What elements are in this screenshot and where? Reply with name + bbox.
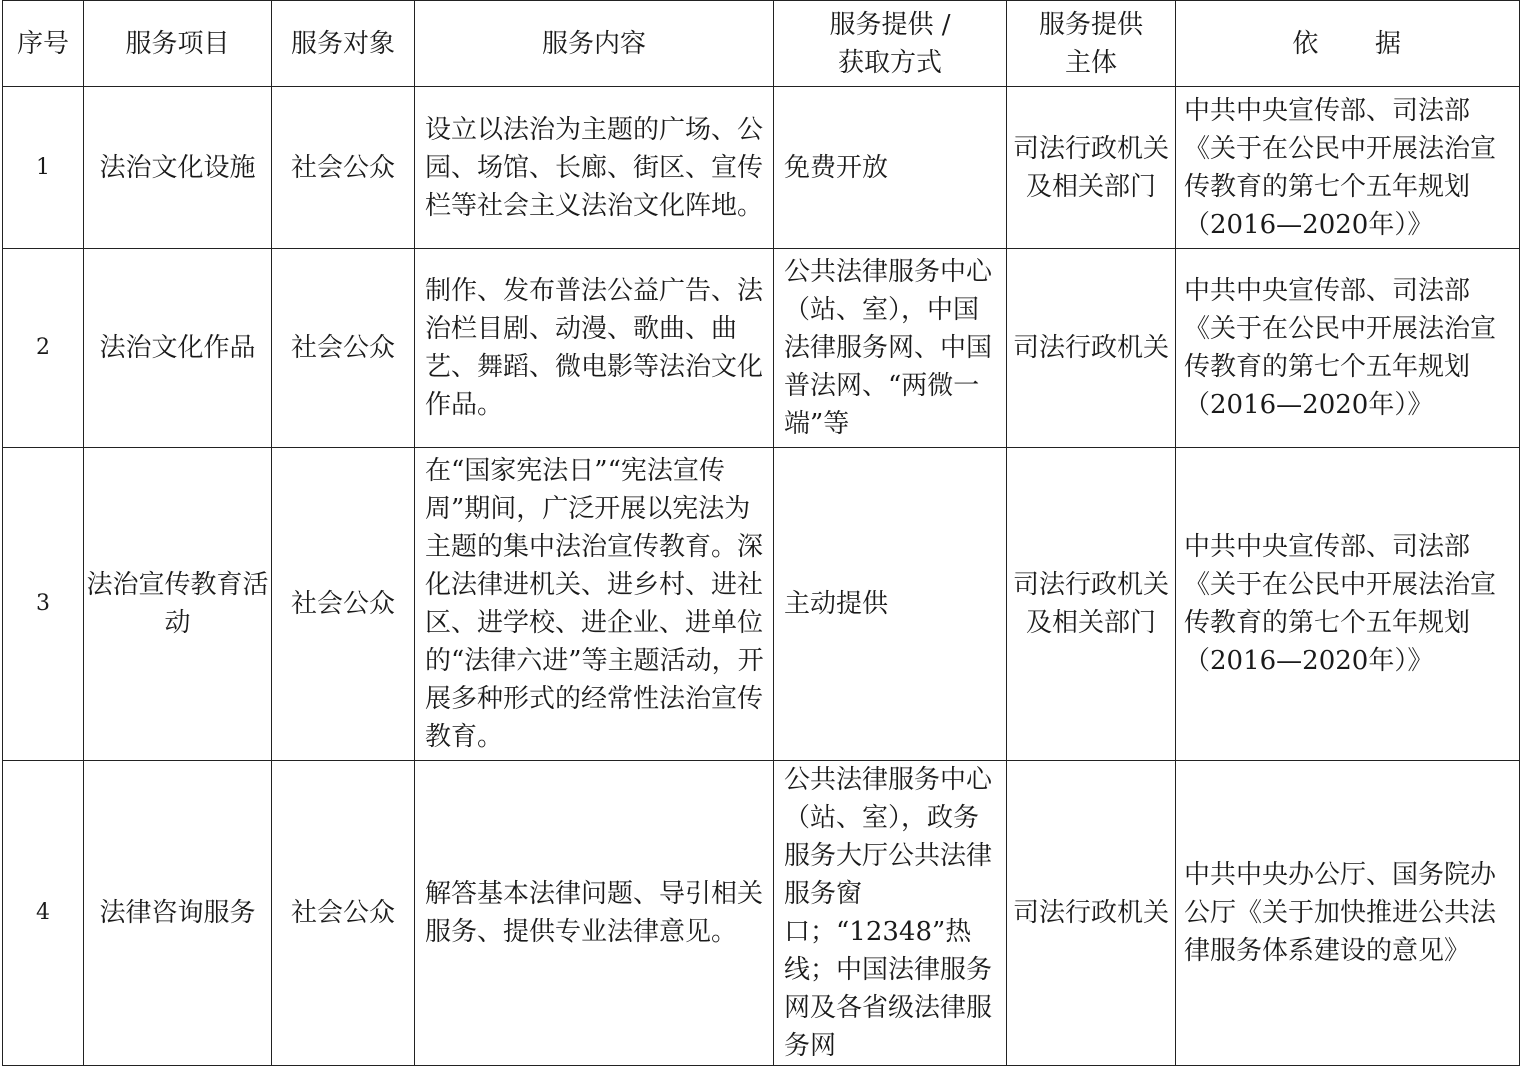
cell-method: 公共法律服务中心（站、室），中国法律服务网、中国普法网、“两微一端”等 [774,249,1007,448]
header-provider [1007,1,1176,87]
cell-provider: 司法行政机关 [1007,761,1176,1066]
cell-target: 社会公众 [272,448,415,761]
table-row [3,87,1520,249]
header-method-line1: 服务提供 / [829,9,951,40]
cell-basis: 中共中央宣传部、司法部《关于在公民中开展法治宣传教育的第七个五年规划（2016—2020年）》 [1176,448,1520,761]
header-content: 服务内容 [415,1,774,87]
cell-content: 设立以法治为主题的广场、公园、场馆、长廊、街区、宣传栏等社会主义法治文化阵地。 [415,87,774,249]
header-basis: 依 据 [1176,1,1520,87]
header-provider-line1: 服务提供 [1038,9,1143,40]
header-method-line2: 获取方式 [837,47,942,78]
public-legal-service-table [2,0,1520,1066]
cell-method: 公共法律服务中心（站、室），政务服务大厅公共法律服务窗口；“12348”热线；中国法律服务网及各省级法律服务网 [774,761,1007,1066]
cell-item: 法治文化设施 [84,87,272,249]
cell-target: 社会公众 [272,249,415,448]
cell-provider: 司法行政机关及相关部门 [1007,87,1176,249]
cell-content: 在“国家宪法日”“宪法宣传周”期间，广泛开展以宪法为主题的集中法治宣传教育。深化法律进机关、进乡村、进社区、进学校、进企业、进单位的“法律六进”等主题活动，开展多种形式的经常性法治宣传教育。 [415,448,774,761]
cell-basis: 中共中央宣传部、司法部《关于在公民中开展法治宣传教育的第七个五年规划（2016—2020年）》 [1176,87,1520,249]
cell-item: 法治宣传教育活动 [84,448,272,761]
cell-basis: 中共中央办公厅、国务院办公厅《关于加快推进公共法律服务体系建设的意见》 [1176,761,1520,1066]
cell-item: 法治文化作品 [84,249,272,448]
cell-num: 2 [3,249,84,448]
cell-num: 4 [3,761,84,1066]
table-header-row [3,1,1520,87]
table-row [3,448,1520,761]
cell-method: 免费开放 [774,87,1007,249]
cell-provider: 司法行政机关及相关部门 [1007,448,1176,761]
cell-num: 1 [3,87,84,249]
table-row [3,761,1520,1066]
header-item: 服务项目 [84,1,272,87]
cell-method: 主动提供 [774,448,1007,761]
cell-content: 制作、发布普法公益广告、法治栏目剧、动漫、歌曲、曲艺、舞蹈、微电影等法治文化作品。 [415,249,774,448]
cell-item: 法律咨询服务 [84,761,272,1066]
cell-num: 3 [3,448,84,761]
cell-content: 解答基本法律问题、导引相关服务、提供专业法律意见。 [415,761,774,1066]
cell-target: 社会公众 [272,761,415,1066]
table-row [3,249,1520,448]
cell-target: 社会公众 [272,87,415,249]
cell-provider: 司法行政机关 [1007,249,1176,448]
cell-basis: 中共中央宣传部、司法部《关于在公民中开展法治宣传教育的第七个五年规划（2016—2020年）》 [1176,249,1520,448]
header-target: 服务对象 [272,1,415,87]
header-num: 序号 [3,1,84,87]
header-method [774,1,1007,87]
header-provider-line2: 主体 [1064,47,1117,78]
